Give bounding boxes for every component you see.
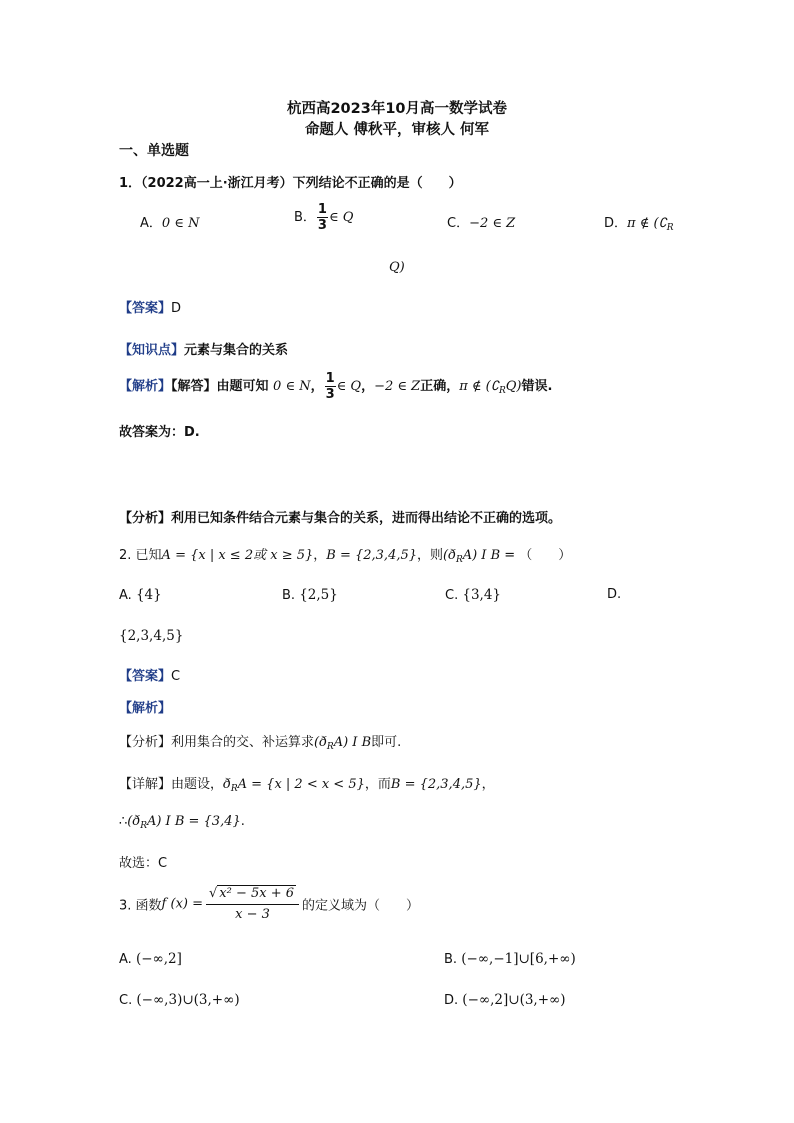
q2-detail-m2: A = {x | 2 < x < 5}	[237, 777, 365, 792]
q1-analysis	[119, 372, 552, 401]
q1-option-a-math: 0 ∈ N	[161, 216, 200, 231]
q1-option-c	[447, 212, 515, 231]
q2-stem-expr2: A) I B	[462, 548, 501, 563]
q1-option-d-sub: R	[666, 223, 674, 233]
analysis-math-1: 0 ∈ N	[273, 379, 311, 394]
q1-knowledge-point	[119, 339, 288, 358]
fraction-denominator: 3	[325, 387, 335, 402]
q2-set-a: A = {x | x ≤ 2或 x ≥ 5}	[161, 548, 314, 563]
q2-stem-sub: R	[455, 555, 463, 565]
q1-fenxi: 【分析】利用已知条件结合元素与集合的关系，进而得出结论不正确的选项。	[119, 511, 562, 526]
knowledge-text: 元素与集合的关系	[184, 343, 289, 358]
answer-value: D	[171, 301, 182, 316]
q3-option-a	[119, 951, 182, 967]
q1-option-d	[604, 212, 674, 233]
answer-tag: 【答案】	[119, 301, 172, 316]
analysis-end: 错误.	[521, 379, 553, 394]
q1-conclusion: 故答案为：D.	[119, 425, 200, 440]
q2-fenxi-end: 即可.	[371, 735, 402, 750]
q1-option-b-label: B．	[294, 210, 316, 225]
q2-option-d-label: D.	[607, 587, 622, 602]
q3-option-b-value: (−∞,−1]∪[6,+∞)	[461, 951, 576, 967]
fraction-numerator: 1	[325, 371, 335, 386]
q3-option-d-value: (−∞,2]∪(3,+∞)	[462, 992, 566, 1008]
q3-option-a-value: (−∞,2]	[135, 951, 182, 967]
q3-option-c	[119, 992, 240, 1008]
knowledge-tag: 【知识点】	[119, 343, 185, 358]
q2-fenxi-sub: R	[326, 742, 334, 752]
answer-tag: 【答案】	[119, 669, 172, 684]
q2-option-a-value: {4}	[135, 587, 162, 603]
q2-detail-end: ，	[481, 777, 495, 792]
q2-detail-sub: R	[230, 784, 238, 794]
q1-stem: 1．（2022高一上·浙江月考）下列结论不正确的是（ ）	[119, 176, 462, 191]
q2-answer	[119, 665, 180, 684]
q3-option-b	[444, 951, 576, 967]
analysis-head: 【解答】由题可知	[171, 379, 274, 394]
therefore-symbol: ∴	[119, 814, 128, 829]
q3-option-b-label: B.	[444, 952, 458, 967]
q3-radicand: x² − 5x + 6	[219, 886, 295, 901]
q1-option-d-continued: Q)	[389, 260, 405, 275]
analysis-sep-2: ，	[361, 379, 375, 394]
q2-choose: 故选：C	[119, 856, 168, 871]
q3-option-a-label: A.	[119, 952, 132, 967]
fraction-numerator: 1	[317, 202, 327, 217]
q2-therefore-sub: R	[140, 821, 147, 831]
q2-option-a	[119, 587, 162, 603]
fraction-denominator: x − 3	[235, 906, 270, 922]
q1-option-b-tail: ∈ Q	[328, 210, 354, 225]
q2-stem	[119, 544, 571, 565]
fraction-denominator: 3	[317, 218, 327, 233]
q1-option-d-label: D．	[604, 216, 628, 231]
q3-option-c-value: (−∞,3)∪(3,+∞)	[136, 992, 240, 1008]
analysis-math-5: Q)	[505, 379, 522, 394]
q2-fenxi-expr: (ð	[314, 735, 327, 750]
q3-option-d-label: D.	[444, 993, 459, 1008]
analysis-math-4: π ∉ (∁	[459, 379, 499, 394]
q2-therefore-expr2: A) I B = {3,4}	[146, 814, 241, 829]
section-heading-single-choice: 一、单选题	[119, 143, 189, 159]
q2-fenxi-expr2: A) I B	[333, 735, 372, 750]
exam-authors: 命题人 傅秋平，审核人 何军	[304, 122, 490, 138]
q2-stem-ask: ，则	[417, 548, 444, 563]
q3-stem-end: 的定义域为（ ）	[302, 898, 420, 914]
q1-option-b-fraction	[317, 203, 328, 232]
q2-fenxi	[119, 731, 401, 752]
q2-therefore	[119, 814, 245, 831]
q2-therefore-end: .	[240, 814, 245, 829]
q2-option-a-label: A.	[119, 588, 132, 603]
q2-jiexi-tag: 【解析】	[119, 701, 172, 716]
q2-option-b	[282, 587, 338, 603]
q1-option-b	[294, 203, 353, 232]
q2-detail-m3: B = {2,3,4,5}	[390, 777, 482, 792]
q2-detail-mid: ，而	[364, 777, 391, 792]
q3-fraction	[206, 886, 299, 922]
q2-option-c	[445, 587, 501, 603]
q2-detail-text: 【详解】由题设，	[119, 777, 224, 792]
q2-stem-end: = （ ）	[500, 548, 572, 563]
q2-option-b-label: B.	[282, 588, 296, 603]
q2-fenxi-text: 【分析】利用集合的交、补运算求	[119, 735, 315, 750]
q3-stem	[119, 886, 419, 922]
exam-title: 杭西高2023年10月高一数学试卷	[286, 101, 508, 117]
q2-option-b-value: {2,5}	[299, 587, 338, 603]
q1-option-c-math: −2 ∈ Z	[469, 216, 516, 231]
analysis-fraction	[325, 372, 336, 401]
q2-option-c-value: {3,4}	[462, 587, 502, 603]
q2-stem-expr: (ð	[443, 548, 456, 563]
q2-stem-sep: ，	[313, 548, 327, 563]
q1-option-d-math: π ∉ (∁	[627, 216, 667, 231]
answer-value: C	[171, 669, 181, 684]
analysis-mid: 正确，	[420, 379, 460, 394]
q2-stem-prefix: 2. 已知	[119, 548, 162, 563]
analysis-sep-1: ，	[310, 379, 324, 394]
q2-option-d-value: {2,3,4,5}	[119, 628, 184, 644]
q1-option-a-label: A．	[140, 216, 162, 231]
q1-answer	[119, 297, 181, 316]
q2-set-b: B = {2,3,4,5}	[326, 548, 418, 563]
analysis-tag: 【解析】	[119, 379, 172, 394]
q1-option-c-label: C．	[447, 216, 470, 231]
q3-option-d	[444, 992, 566, 1008]
analysis-sub: R	[498, 386, 506, 396]
analysis-math-3: −2 ∈ Z	[374, 379, 421, 394]
q2-therefore-expr: (ð	[127, 814, 141, 829]
analysis-math-2: ∈ Q	[336, 379, 362, 394]
q2-detail-m1: ð	[223, 777, 231, 792]
q2-detail	[119, 773, 495, 794]
q2-option-c-label: C.	[445, 588, 459, 603]
fraction-numerator: √ x² − 5x + 6	[206, 886, 299, 905]
q3-stem-prefix: 3. 函数	[119, 898, 162, 914]
q1-option-a	[140, 212, 199, 231]
q3-fx: f (x) =	[161, 896, 203, 912]
q3-option-c-label: C.	[119, 993, 133, 1008]
